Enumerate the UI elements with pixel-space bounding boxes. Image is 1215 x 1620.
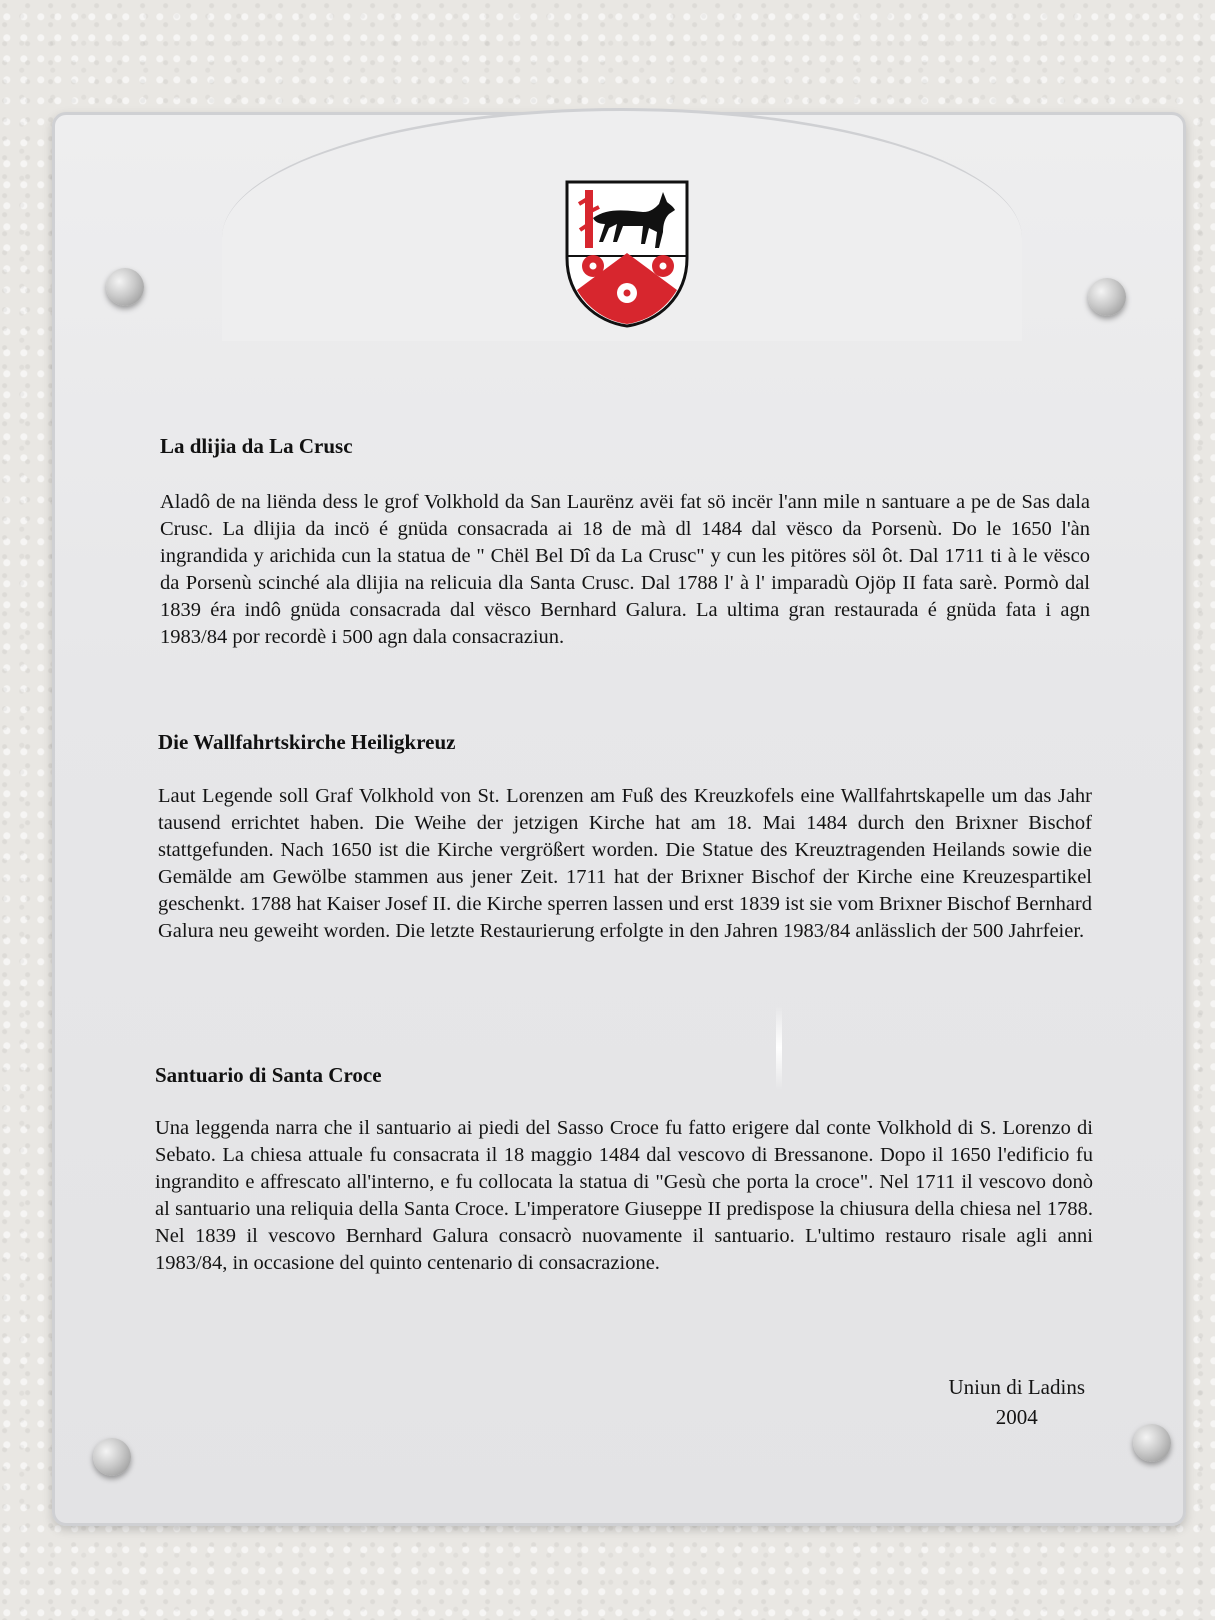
section-heading-ladin: La dlijia da La Crusc xyxy=(160,434,353,458)
bolt-top-right xyxy=(1088,278,1126,316)
signature xyxy=(949,1372,1086,1432)
section-text-ladin: Aladô de na liënda dess le grof Volkhold da San Laurënz avëi fat sö incër l'ann mile n santuare a pe de Sas dala Crusc. La dlijia da incö é gnüda consacrada ai 18 de mà dl 1484 dal vësco da Porsenù. Do le 1650 l'àn ingrandida y arichida cun la statua de " Chël Bel Dî da La Crusc" y cun les pitöres söl ôt. Dal 1711 ti à le vësco da Porsenù scinché ala dlijia na relicuia dla Santa Crusc. Dal 1788 l' à l' imparadù Ojöp II fata sarè. Pormò dal 1839 éra indô gnüda consacrada dal vësco Bernhard Galura. La ultima gran restaurada é gnüda fata i agn 1983/84 por recordè i 500 agn dala consacraziun. xyxy=(160,491,1090,648)
bolt-bottom-right xyxy=(1133,1424,1171,1462)
section-text-italian: Una leggenda narra che il santuario ai piedi del Sasso Croce fu fatto erigere dal conte Volkhold di S. Lorenzo di Sebato. La chiesa attuale fu consacrata il 18 maggio 1484 dal vescovo di Bressanone. Dopo il 1650 l'edificio fu ingrandito e affrescato all'interno, e fu collocata la statua di "Gesù che porta la croce". Nel 1711 il vescovo donò al santuario una reliquia della Santa Croce. L'imperatore Giuseppe II predispose la chiusura della chiesa nel 1788. Nel 1839 il vescovo Bernhard Galura consacrò nuovamente il santuario. L'ultimo restauro risale agli anni 1983/84, in occasione del quinto centenario di consacrazione. xyxy=(155,1117,1093,1274)
signature-year: 2004 xyxy=(995,1405,1038,1429)
signature-org: Uniun di Ladins xyxy=(948,1375,1085,1399)
glare-reflection xyxy=(776,1005,782,1090)
section-heading-german: Die Wallfahrtskirche Heiligkreuz xyxy=(158,730,456,754)
section-text-german: Laut Legende soll Graf Volkhold von St. Lorenzen am Fuß des Kreuzkofels eine Wallfahrtskapelle um das Jahr tausend errichtet haben. Die Weihe der jetzigen Kirche hat am 18. Mai 1484 durch den Brixner Bischof stattgefunden. Nach 1650 ist die Kirche vergrößert worden. Die Statue des Kreuztragenden Heilands sowie die Gemälde am Gewölbe stammen aus jener Zeit. 1711 hat der Brixner Bischof der Kirche eine Kreuzespartikel geschenkt. 1788 hat Kaiser Josef II. die Kirche sperren lassen und erst 1839 ist sie vom Brixner Bischof Bernhard Galura neu geweiht worden. Die letzte Restaurierung erfolgte in den Jahren 1983/84 anlässlich der 500 Jahrfeier. xyxy=(158,785,1092,942)
bolt-top-left xyxy=(106,268,144,306)
section-heading-italian: Santuario di Santa Croce xyxy=(155,1063,382,1087)
bolt-bottom-left xyxy=(93,1438,131,1476)
coat-of-arms-icon xyxy=(563,178,691,328)
